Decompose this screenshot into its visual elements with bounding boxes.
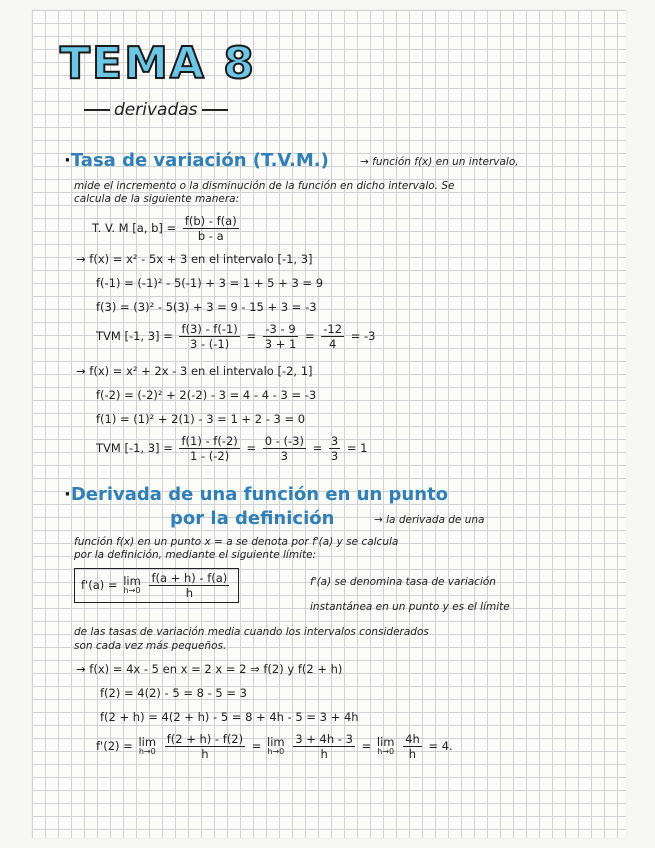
- section2-heading: [64, 484, 448, 505]
- example2-frac1: [179, 434, 239, 463]
- example3-frac1-den: h: [201, 747, 209, 761]
- subtitle-dash-right: [202, 109, 228, 111]
- section1-heading: [64, 150, 329, 171]
- example3-final-lhs: f'(2) =: [96, 739, 133, 753]
- tvm-formula: [92, 214, 242, 243]
- section2-side-line1: f'(a) se denomina tasa de variación: [310, 576, 496, 588]
- example2-frac3-den: 3: [330, 449, 339, 463]
- example1-title: → f(x) = x² - 5x + 3 en el intervalo [-1, 3]: [76, 252, 313, 266]
- section2-desc-line1: función f(x) en un punto x = a se denota por f'(a) y se calcula: [74, 536, 399, 548]
- example3-frac2-den: h: [320, 747, 328, 761]
- equals-sign: =: [251, 739, 262, 753]
- section2-side-line2: instantánea en un punto y es el límite: [310, 601, 510, 613]
- example1-frac1-den: 3 - (-1): [190, 337, 230, 351]
- example2-frac2-den: 3: [280, 449, 288, 463]
- section2-heading-tail: → la derivada de una: [374, 514, 485, 526]
- example3-frac1-num: f(2 + h) - f(2): [166, 732, 244, 746]
- tvm-formula-lhs: T. V. M [a, b] =: [92, 221, 177, 235]
- example1-frac3-den: 4: [329, 337, 337, 351]
- equals-sign: =: [312, 441, 323, 455]
- limit-sub: h→0: [267, 746, 285, 756]
- example3-final-result: = 4.: [428, 739, 453, 753]
- example3-frac3-num: 4h: [405, 732, 420, 746]
- example3-frac1: [165, 732, 245, 761]
- section1-desc-line1: mide el incremento o la disminución de la función en dicho intervalo. Se: [74, 180, 455, 192]
- box-limit-text: lim: [123, 573, 141, 588]
- example3-line2: f(2 + h) = 4(2 + h) - 5 = 8 + 4h - 5 = 3 + 4h: [100, 710, 359, 724]
- example1-frac2-den: 3 + 1: [264, 337, 297, 351]
- example2-tvm-result: = 1: [346, 441, 368, 455]
- example3-title: → f(x) = 4x - 5 en x = 2 x = 2 ⇒ f(2) y f(2 + h): [76, 662, 343, 676]
- example3-frac2-num: 3 + 4h - 3: [295, 732, 353, 746]
- example1-frac3-num: -12: [323, 322, 343, 336]
- box-lhs: f'(a) =: [81, 578, 118, 592]
- tvm-formula-fraction: [183, 214, 239, 243]
- section2-desc-line3: de las tasas de variación media cuando los intervalos considerados: [74, 626, 429, 638]
- example1-frac1-num: f(3) - f(-1): [181, 322, 238, 336]
- example2-frac2-num: 0 - (-3): [264, 434, 304, 448]
- example1-line1: f(-1) = (-1)² - 5(-1) + 3 = 1 + 5 + 3 = 9: [96, 276, 324, 290]
- example2-tvm-lhs: TVM [-1, 3] =: [96, 441, 173, 455]
- box-fraction-num: f(a + h) - f(a): [151, 571, 228, 585]
- example2-title: → f(x) = x² + 2x - 3 en el intervalo [-2, 1]: [76, 364, 313, 378]
- example2-frac3: [329, 434, 340, 463]
- example3-frac3: [403, 732, 422, 761]
- box-limit: [123, 573, 141, 596]
- example1-tvm-result: = -3: [350, 329, 376, 343]
- section1-heading-tail: → función f(x) en un intervalo,: [360, 156, 519, 168]
- section2-heading-line1: Derivada de una función en un punto: [70, 484, 449, 505]
- tvm-formula-den: b - a: [197, 229, 224, 243]
- section2-desc-line4: son cada vez más pequeños.: [74, 640, 227, 652]
- example3-line1: f(2) = 4(2) - 5 = 8 - 5 = 3: [100, 686, 247, 700]
- tvm-formula-num: f(b) - f(a): [184, 214, 237, 228]
- equals-sign: =: [246, 329, 257, 343]
- equals-sign: =: [246, 441, 257, 455]
- example1-frac3: [321, 322, 344, 351]
- section1-heading-text: Tasa de variación (T.V.M.): [70, 150, 329, 171]
- box-limit-sub: h→0: [123, 585, 141, 595]
- derivative-definition-box: [74, 568, 239, 603]
- section1-desc-line2: calcula de la siguiente manera:: [74, 193, 240, 205]
- bullet-icon: ·: [64, 484, 71, 505]
- example3-limit2: [267, 734, 285, 757]
- limit-text: lim: [376, 734, 395, 749]
- page-title: TEMA 8: [60, 38, 256, 89]
- limit-text: lim: [267, 734, 285, 749]
- box-fraction: [149, 571, 229, 600]
- subtitle-text: derivadas: [114, 100, 198, 120]
- example1-tvm-lhs: TVM [-1, 3] =: [96, 329, 173, 343]
- example2-frac2: [263, 434, 306, 463]
- example3-frac3-den: h: [408, 747, 417, 761]
- section2-desc-line2: por la definición, mediante el siguiente límite:: [74, 549, 317, 561]
- section2-heading-line2: por la definición: [170, 508, 335, 529]
- example2-frac1-num: f(1) - f(-2): [181, 434, 238, 448]
- example2-tvm: [96, 434, 368, 463]
- example3-limit1: [138, 734, 157, 757]
- example2-frac3-num: 3: [330, 434, 339, 448]
- equals-sign: =: [361, 739, 372, 753]
- example1-frac1: [179, 322, 239, 351]
- equals-sign: =: [304, 329, 315, 343]
- limit-sub: h→0: [138, 746, 156, 756]
- page-subtitle: [80, 100, 232, 120]
- example2-line2: f(1) = (1)² + 2(1) - 3 = 1 + 2 - 3 = 0: [96, 412, 306, 426]
- box-fraction-den: h: [185, 586, 193, 600]
- example3-limit3: [376, 734, 395, 757]
- example1-line2: f(3) = (3)² - 5(3) + 3 = 9 - 15 + 3 = -3: [96, 300, 317, 314]
- example1-tvm: [96, 322, 376, 351]
- example2-line1: f(-2) = (-2)² + 2(-2) - 3 = 4 - 4 - 3 = -3: [96, 388, 317, 402]
- example1-frac2: [263, 322, 299, 351]
- example3-frac2: [293, 732, 355, 761]
- bullet-icon: ·: [64, 150, 71, 171]
- example1-frac2-num: -3 - 9: [263, 322, 299, 337]
- example3-final: [96, 732, 453, 761]
- example2-frac1-den: 1 - (-2): [190, 449, 230, 463]
- limit-text: lim: [138, 734, 157, 749]
- subtitle-dash-left: [84, 109, 110, 111]
- limit-sub: h→0: [377, 746, 395, 756]
